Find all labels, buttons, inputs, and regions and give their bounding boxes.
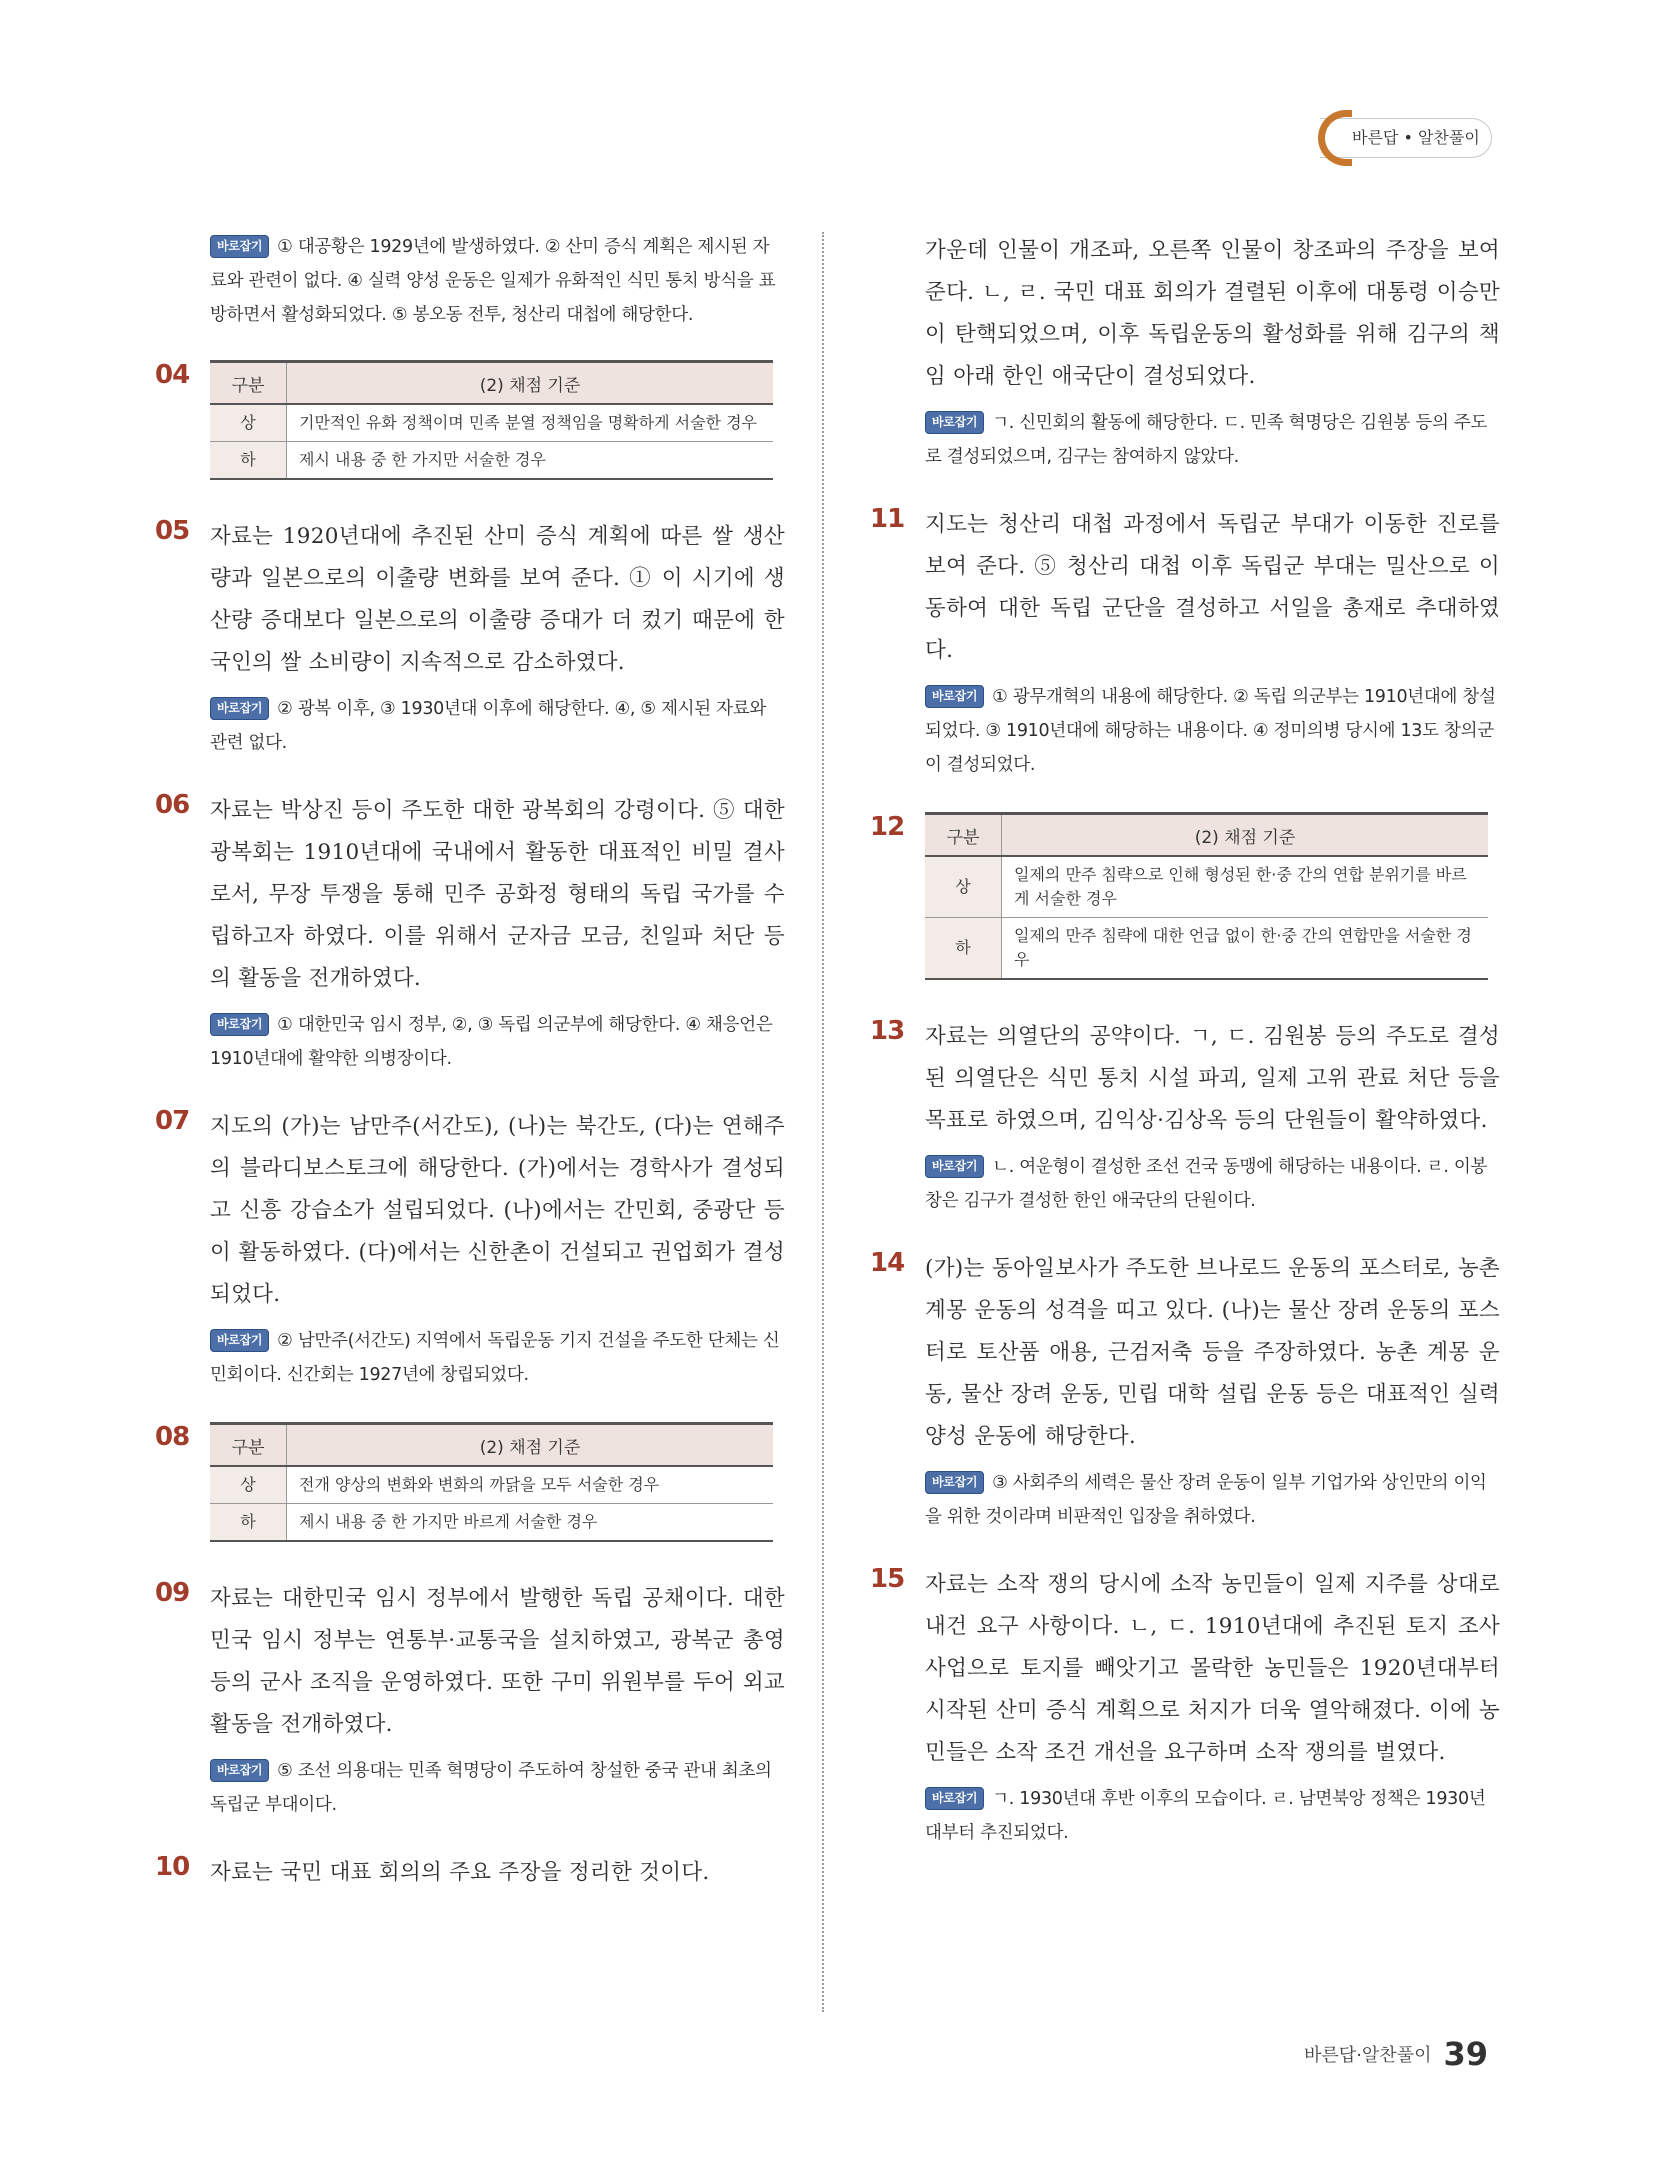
table-header-criteria: (2) 채점 기준 bbox=[287, 1424, 774, 1467]
question-number: 06 bbox=[155, 790, 190, 820]
criteria-cell: 제시 내용 중 한 가지만 서술한 경우 bbox=[299, 450, 546, 469]
q15-explanation: 자료는 소작 쟁의 당시에 소작 농민들이 일제 지주를 상대로 내건 요구 사항이다. ㄴ, ㄷ. 1910년대에 추진된 토지 조사 사업으로 토지를 빼앗기고 몰락한 농민들은 1920년대부터 시작된 산미 증식 계획으로 처지가 더욱 열악해졌다. 이에 농민들은 소작 조건 개선을 요구하며 소작 쟁의를 벌였다. bbox=[925, 1572, 1500, 1765]
q10-explanation-start: 자료는 국민 대표 회의의 주요 주장을 정리한 것이다. bbox=[210, 1860, 710, 1885]
page-footer bbox=[1304, 2035, 1488, 2073]
correction-badge: 바로잡기 bbox=[925, 1471, 984, 1494]
criteria-cell: 기만적인 유화 정책이며 민족 분열 정책임을 명확하게 서술한 경우 bbox=[287, 404, 774, 442]
question-number: 10 bbox=[155, 1852, 190, 1882]
q07-block bbox=[155, 1106, 785, 1392]
q07-note: ② 남만주(서간도) 지역에서 독립운동 기지 건설을 주도한 단체는 신민회이다. 신간회는 1927년에 창립되었다. bbox=[210, 1331, 780, 1385]
correction-badge: 바로잡기 bbox=[925, 1155, 984, 1178]
q11-explanation: 지도는 청산리 대첩 과정에서 독립군 부대가 이동한 진로를 보여 준다. ⑤ 청산리 대첩 이후 독립군 부대는 밀산으로 이동하여 대한 독립 군단을 결성하고 서일을 총재로 추대하였다. bbox=[925, 512, 1500, 663]
table-header-category: 구분 bbox=[210, 362, 287, 405]
correction-badge: 바로잡기 bbox=[210, 235, 269, 258]
correction-badge: 바로잡기 bbox=[210, 1329, 269, 1352]
correction-badge: 바로잡기 bbox=[210, 1013, 269, 1036]
q14-explanation: (가)는 동아일보사가 주도한 브나로드 운동의 포스터로, 농촌 계몽 운동의 성격을 띠고 있다. (나)는 물산 장려 운동의 포스터로 토산품 애용, 근검저축 등을 주장하였다. 농촌 계몽 운동, 물산 장려 운동, 민립 대학 설립 운동 등은 대표적인 실력 양성 운동에 해당한다. bbox=[925, 1256, 1500, 1449]
q12-block bbox=[870, 812, 1500, 980]
q04-block bbox=[155, 360, 785, 480]
question-number: 08 bbox=[155, 1422, 190, 1452]
q11-block bbox=[870, 504, 1500, 782]
correction-badge: 바로잡기 bbox=[925, 1787, 984, 1810]
left-column bbox=[155, 230, 785, 1924]
grade-cell: 상 bbox=[210, 404, 287, 442]
criteria-cell: 전개 양상의 변화와 변화의 까닭을 모두 서술한 경우 bbox=[287, 1466, 774, 1504]
q09-block bbox=[155, 1578, 785, 1822]
q15-block bbox=[870, 1564, 1500, 1850]
column-divider bbox=[822, 232, 824, 2012]
table-header-criteria: (2) 채점 기준 bbox=[1002, 814, 1489, 857]
q06-explanation: 자료는 박상진 등이 주도한 대한 광복회의 강령이다. ⑤ 대한 광복회는 1910년대에 국내에서 활동한 대표적인 비밀 결사로서, 무장 투쟁을 통해 민주 공화정 형태의 독립 국가를 수립하고자 하였다. 이를 위해서 군자금 모금, 친일파 처단 등의 활동을 전개하였다. bbox=[210, 798, 785, 991]
table-row bbox=[210, 1466, 773, 1504]
q12-grading-table bbox=[925, 812, 1488, 980]
q06-note: ① 대한민국 임시 정부, ②, ③ 독립 의군부에 해당한다. ④ 채응언은 1910년대에 활약한 의병장이다. bbox=[210, 1015, 773, 1069]
table-header-category: 구분 bbox=[925, 814, 1002, 857]
table-row bbox=[210, 404, 773, 442]
table-row bbox=[210, 1504, 773, 1542]
question-number: 14 bbox=[870, 1248, 905, 1278]
grade-cell: 하 bbox=[210, 442, 287, 480]
grade-cell: 상 bbox=[210, 1466, 287, 1504]
criteria-cell: 일제의 만주 침략에 대한 언급 없이 한·중 간의 연합만을 서술한 경우 bbox=[1014, 926, 1472, 969]
table-row bbox=[925, 918, 1488, 980]
correction-badge: 바로잡기 bbox=[925, 685, 984, 708]
q08-block bbox=[155, 1422, 785, 1542]
q13-explanation: 자료는 의열단의 공약이다. ㄱ, ㄷ. 김원봉 등의 주도로 결성된 의열단은 식민 통치 시설 파괴, 일제 고위 관료 처단 등을 목표로 하였으며, 김익상·김상옥 등의 단원들이 활약하였다. bbox=[925, 1024, 1500, 1133]
q10-continuation bbox=[925, 230, 1500, 474]
q03-note-block bbox=[210, 230, 785, 332]
q14-note: ③ 사회주의 세력은 물산 장려 운동이 일부 기업가와 상인만의 이익을 위한 것이라며 비판적인 입장을 취하였다. bbox=[925, 1473, 1487, 1527]
footer-label: 바른답·알찬풀이 bbox=[1304, 2045, 1432, 2066]
correction-badge: 바로잡기 bbox=[925, 411, 984, 434]
criteria-cell: 일제의 만주 침략으로 인해 형성된 한·중 간의 연합 분위기를 바르게 서술한 경우 bbox=[1002, 856, 1489, 918]
criteria-cell: 제시 내용 중 한 가지만 바르게 서술한 경우 bbox=[299, 1512, 598, 1531]
question-number: 13 bbox=[870, 1016, 905, 1046]
section-tab-label: 바른답 • 알찬풀이 bbox=[1352, 128, 1480, 147]
page-number: 39 bbox=[1443, 2035, 1488, 2073]
question-number: 04 bbox=[155, 360, 190, 390]
question-number: 15 bbox=[870, 1564, 905, 1594]
q10-note: ㄱ. 신민회의 활동에 해당한다. ㄷ. 민족 혁명당은 김원봉 등의 주도로 결성되었으며, 김구는 참여하지 않았다. bbox=[925, 413, 1488, 467]
q05-block bbox=[155, 516, 785, 760]
question-number: 09 bbox=[155, 1578, 190, 1608]
q05-note: ② 광복 이후, ③ 1930년대 이후에 해당한다. ④, ⑤ 제시된 자료와 관련 없다. bbox=[210, 699, 766, 753]
q10-block bbox=[155, 1852, 785, 1894]
grade-cell: 상 bbox=[925, 856, 1002, 918]
table-row bbox=[210, 442, 773, 480]
q07-explanation: 지도의 (가)는 남만주(서간도), (나)는 북간도, (다)는 연해주의 블라디보스토크에 해당한다. (가)에서는 경학사가 결성되고 신흥 강습소가 설립되었다. (나)에서는 간민회, 중광단 등이 활동하였다. (다)에서는 신한촌이 건설되고 권업회가 결성되었다. bbox=[210, 1114, 785, 1307]
correction-badge: 바로잡기 bbox=[210, 1759, 269, 1782]
q09-note: ⑤ 조선 의용대는 민족 혁명당이 주도하여 창설한 중국 관내 최초의 독립군 부대이다. bbox=[210, 1761, 772, 1815]
q10-explanation-cont: 가운데 인물이 개조파, 오른쪽 인물이 창조파의 주장을 보여 준다. ㄴ, ㄹ. 국민 대표 회의가 결렬된 이후에 대통령 이승만이 탄핵되었으며, 이후 독립운동의 활성화를 위해 김구의 책임 아래 한인 애국단이 결성되었다. bbox=[925, 238, 1500, 389]
question-number: 05 bbox=[155, 516, 190, 546]
table-header-criteria: (2) 채점 기준 bbox=[287, 362, 774, 405]
table-row bbox=[925, 856, 1488, 918]
table-header-category: 구분 bbox=[210, 1424, 287, 1467]
question-number: 12 bbox=[870, 812, 905, 842]
q15-note: ㄱ. 1930년대 후반 이후의 모습이다. ㄹ. 남면북앙 정책은 1930년대부터 추진되었다. bbox=[925, 1789, 1486, 1843]
grade-cell: 하 bbox=[210, 1504, 287, 1542]
q13-block bbox=[870, 1016, 1500, 1218]
right-column bbox=[870, 230, 1500, 1880]
q04-grading-table bbox=[210, 360, 773, 480]
q03-note: ① 대공황은 1929년에 발생하였다. ② 산미 증식 계획은 제시된 자료와 관련이 없다. ④ 실력 양성 운동은 일제가 유화적인 식민 통치 방식을 표방하면서 활성화되었다. ⑤ 봉오동 전투, 청산리 대첩에 해당한다. bbox=[210, 237, 776, 325]
q08-grading-table bbox=[210, 1422, 773, 1542]
q06-block bbox=[155, 790, 785, 1076]
q05-explanation: 자료는 1920년대에 추진된 산미 증식 계획에 따른 쌀 생산량과 일본으로의 이출량 변화를 보여 준다. ① 이 시기에 생산량 증대보다 일본으로의 이출량 증대가 더 컸기 때문에 한국인의 쌀 소비량이 지속적으로 감소하였다. bbox=[210, 524, 785, 675]
q11-note: ① 광무개혁의 내용에 해당한다. ② 독립 의군부는 1910년대에 창설되었다. ③ 1910년대에 해당하는 내용이다. ④ 정미의병 당시에 13도 창의군이 결성되었다. bbox=[925, 687, 1496, 775]
q13-note: ㄴ. 여운형이 결성한 조선 건국 동맹에 해당하는 내용이다. ㄹ. 이봉창은 김구가 결성한 한인 애국단의 단원이다. bbox=[925, 1157, 1488, 1211]
q14-block bbox=[870, 1248, 1500, 1534]
grade-cell: 하 bbox=[925, 918, 1002, 980]
question-number: 07 bbox=[155, 1106, 190, 1136]
q09-explanation: 자료는 대한민국 임시 정부에서 발행한 독립 공채이다. 대한민국 임시 정부는 연통부·교통국을 설치하였고, 광복군 총영 등의 군사 조직을 운영하였다. 또한 구미 위원부를 두어 외교 활동을 전개하였다. bbox=[210, 1586, 785, 1737]
question-number: 11 bbox=[870, 504, 905, 534]
correction-badge: 바로잡기 bbox=[210, 697, 269, 720]
